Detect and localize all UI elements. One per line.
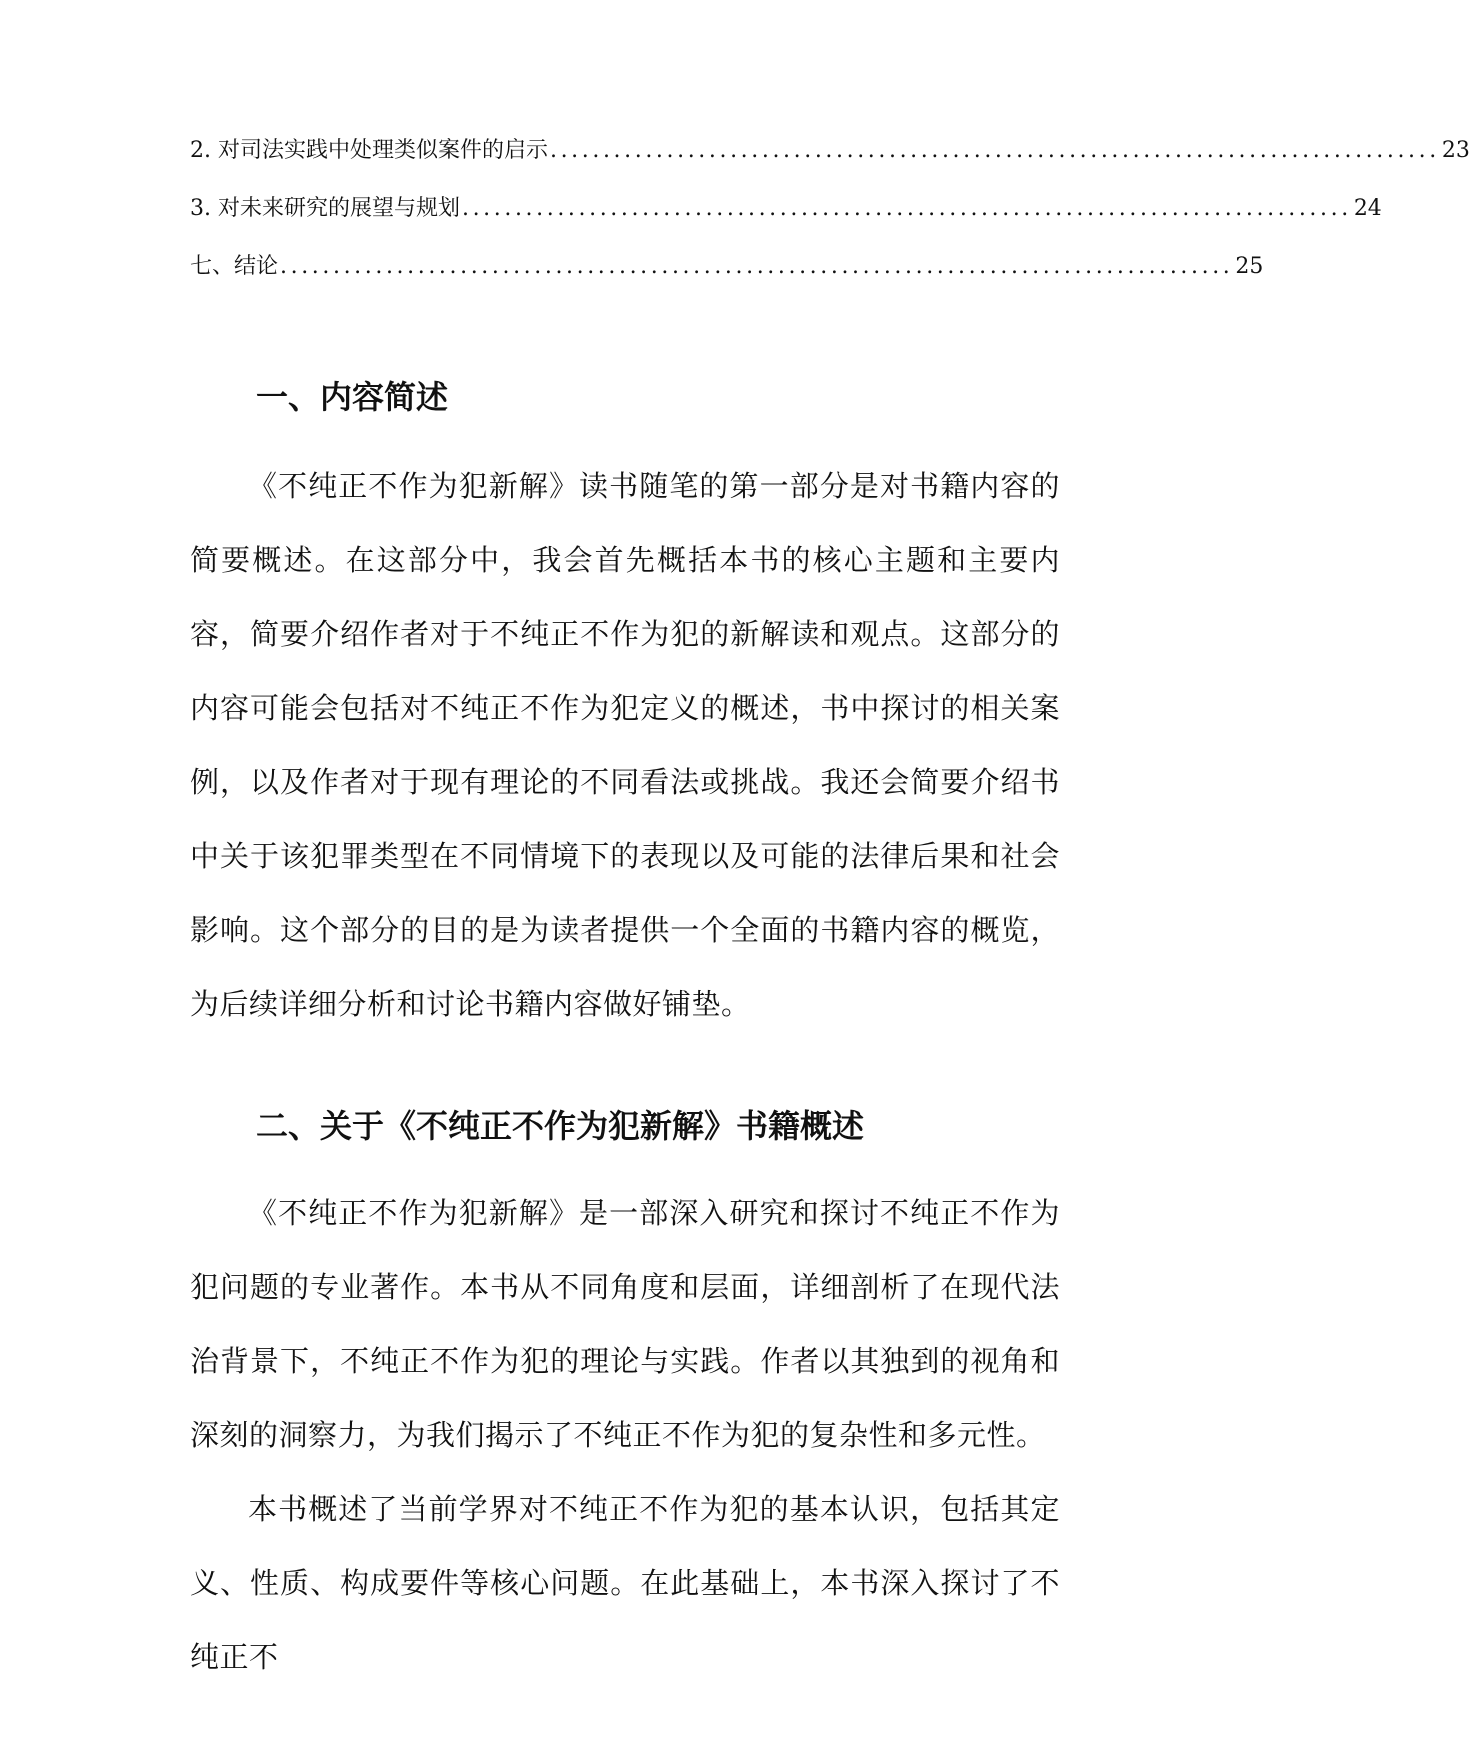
toc-entry-page: 23 bbox=[1441, 138, 1470, 163]
toc-leader-dots: .................................................................................... bbox=[550, 138, 1440, 163]
body-paragraph: 《不纯正不作为犯新解》读书随笔的第一部分是对书籍内容的简要概述。在这部分中，我会首先概括本书的核心主题和主要内容，简要介绍作者对于不纯正不作为犯的新解读和观点。这部分的内容可能会包括对不纯正不作为犯定义的概述，书中探讨的相关案例，以及作者对于现有理论的不同看法或挑战。我还会简要介绍书中关于该犯罪类型在不同情境下的表现以及可能的法律后果和社会影响。这个部分的目的是为读者提供一个全面的书籍内容的概览，为后续详细分析和讨论书籍内容做好铺垫。 bbox=[190, 469, 1060, 1021]
toc-entry bbox=[190, 252, 1264, 282]
toc-entry-page: 24 bbox=[1353, 196, 1382, 221]
body-paragraph: 本书概述了当前学界对不纯正不作为犯的基本认识，包括其定义、性质、构成要件等核心问题。在此基础上，本书深入探讨了不纯正不 bbox=[190, 1492, 1060, 1674]
section-heading: 一、内容简述 bbox=[256, 378, 449, 416]
toc-entry bbox=[190, 194, 1382, 224]
body-paragraph: 《不纯正不作为犯新解》是一部深入研究和探讨不纯正不作为犯问题的专业著作。本书从不同角度和层面，详细剖析了在现代法治背景下，不纯正不作为犯的理论与实践。作者以其独到的视角和深刻的洞察力，为我们揭示了不纯正不作为犯的复杂性和多元性。 bbox=[190, 1196, 1060, 1452]
toc-entry-label: 七、结论 bbox=[190, 254, 279, 279]
toc-entry-page: 25 bbox=[1235, 254, 1264, 279]
toc-leader-dots: .......................................................................................... bbox=[280, 254, 1234, 279]
toc-entry-label: 2. 对司法实践中处理类似案件的启示 bbox=[190, 138, 548, 163]
section-heading: 二、关于《不纯正不作为犯新解》书籍概述 bbox=[256, 1107, 865, 1145]
toc-leader-dots: .................................................................................... bbox=[461, 196, 1352, 221]
toc-entry-label: 3. 对未来研究的展望与规划 bbox=[190, 196, 460, 221]
toc-entry bbox=[190, 136, 1470, 166]
